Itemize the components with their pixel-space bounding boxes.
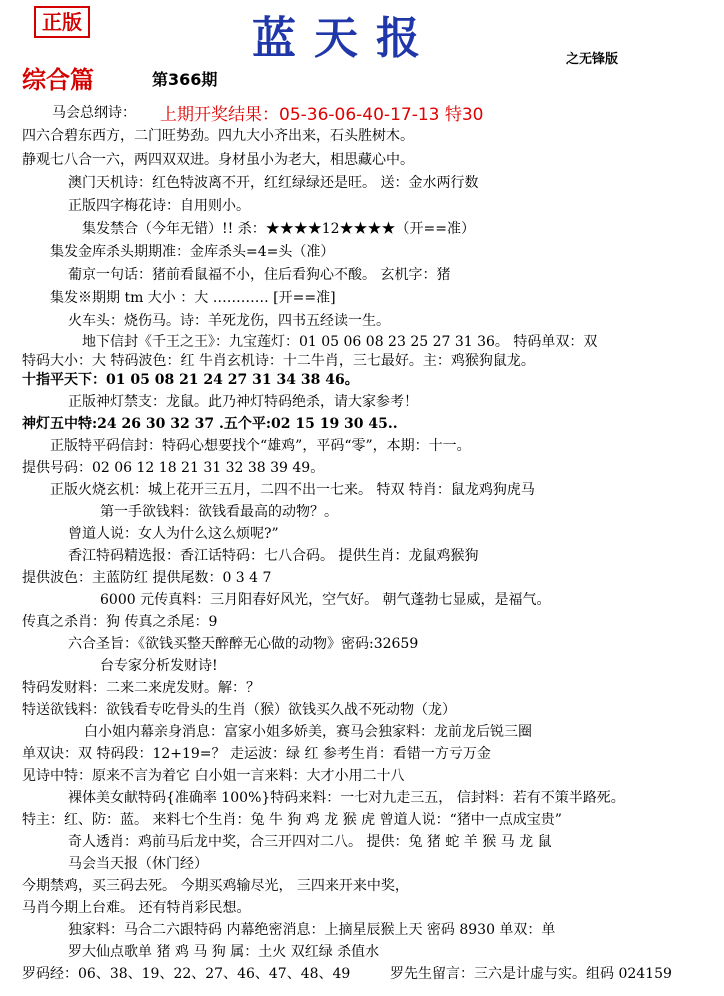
text-line: 特码发财料：二来二来虎发财。解：？ xyxy=(22,680,260,696)
text-line: 马会当天报（休门经） xyxy=(68,856,208,872)
text-line: 曾道人说：女人为什么这么烦呢?” xyxy=(68,526,279,542)
text-line: 第一手欲钱料：欲钱看最高的动物？。 xyxy=(100,504,338,520)
text-line: 正版火烧玄机：城上花开三五月，二四不出一七来。 特双 特肖：鼠龙鸡狗虎马 xyxy=(50,482,535,498)
text-line: 四六合碧东西方，二门旺势劲。四九大小齐出来，石头胜树木。 xyxy=(22,128,414,144)
edition-label: 之无锋版 xyxy=(566,52,619,67)
text-line: 今期禁鸡，买三码去死。 今期买鸡输尽光， 三四来开来中奖， xyxy=(22,878,409,894)
issue-number: 第366期 xyxy=(152,70,218,89)
text-line: 特码大小：大 特码波色：红 牛肖玄机诗：十二牛肖，三七最好。主：鸡猴狗鼠龙。 xyxy=(22,353,535,369)
section-title: 综合篇 xyxy=(22,66,94,94)
text-line: 独家料：马合二六跟特码 内幕绝密消息：上摘星辰猴上天 密码 8930 单双：单 xyxy=(68,922,556,938)
text-line: 香江特码精选报：香江话特码：七八合码。 提供生肖：龙鼠鸡猴狗 xyxy=(68,548,479,564)
text-line: 白小姐内幕亲身消息：富家小姐多娇美，赛马会独家料：龙前龙后锐三圈 xyxy=(84,724,532,740)
text-line: 奇人透肖：鸡前马后龙中奖，合三开四对二八。 提供：兔 猪 蛇 羊 猴 马 龙 鼠 xyxy=(68,834,552,850)
text-line: 提供号码：02 06 12 18 21 31 32 38 39 49。 xyxy=(22,460,325,476)
text-line: 见诗中特：原来不言为着它 白小姐一言来料：大才小用二十八 xyxy=(22,768,405,784)
text-line: 火车头：烧伤马。诗：羊死龙伤，四书五经读一生。 xyxy=(68,313,390,329)
text-line: 六合圣旨：《欲钱买整天醉醉无心做的动物》密码:32659 xyxy=(68,636,419,652)
text-line: 十指平天下：01 05 08 21 24 27 31 34 38 46。 xyxy=(22,372,359,388)
text-line: 正版特平码信封：特码心想要找个“雄鸡”，平码“零”，本期：十一。 xyxy=(50,438,471,454)
text-line: 集发金库杀头期期准：金库杀头=4=头（准） xyxy=(50,244,335,260)
text-line: 传真之杀肖：狗 传真之杀尾：9 xyxy=(22,614,218,630)
text-line: 地下信封《千王之王》：九宝莲灯：01 05 06 08 23 25 27 31 36。 特码单双：双 xyxy=(82,334,598,350)
text-line: 罗大仙点歌单 猪 鸡 马 狗 属：土火 双红绿 杀值水 xyxy=(68,944,380,960)
text-line: 集发※期期 tm 大小 ：大 ………… [开==准] xyxy=(50,290,336,306)
text-line: 提供波色：主蓝防红 提供尾数：0 3 4 7 xyxy=(22,570,272,586)
text-line: 罗码经：06、38、19、22、27、46、47、48、49 xyxy=(22,966,351,982)
badge-zhengban: 正版 xyxy=(34,6,90,38)
text-line: 静观七八合一六，两四双双进。身材虽小为老大，相思藏心中。 xyxy=(22,152,414,168)
text-line: 神灯五中特:24 26 30 32 37 .五个平:02 15 19 30 45.. xyxy=(22,416,398,432)
last-draw-result: 上期开奖结果：05-36-06-40-17-13 特30 xyxy=(160,105,484,125)
text-line: 6000 元传真料：三月阳春好风光，空气好。 朝气蓬勃七显威，是福气。 xyxy=(100,592,551,608)
text-line: 正版四字梅花诗：自用则小。 xyxy=(68,198,250,214)
text-line: 裸体美女献特码{准确率 100%}特码来料：一七对九走三五， 信封料：若有不策半路死。 xyxy=(68,790,625,806)
text-line: 特主：红、防：蓝。 来料七个生肖：兔 牛 狗 鸡 龙 猴 虎 曾道人说：“猪中一点成宝贵” xyxy=(22,812,562,828)
text-line: 集发禁合（今年无错）!! 杀：★★★★12★★★★（开==准） xyxy=(82,221,475,237)
text-line: 澳门天机诗：红色特波离不开，红红绿绿还是旺。 送：金水两行数 xyxy=(68,175,479,191)
text-line: 马肖今期上台难。 还有特肖彩民想。 xyxy=(22,900,251,916)
text-line: 马会总纲诗： xyxy=(52,105,136,121)
text-line: 葡京一句话：猪前看鼠福不小，住后看狗心不酸。 玄机字：猪 xyxy=(68,267,451,283)
text-line: 正版神灯禁支：龙鼠。此乃神灯特码绝杀，请大家参考！ xyxy=(68,394,418,410)
page-title: 蓝天报 xyxy=(252,13,438,64)
text-line: 台专家分析发财诗! xyxy=(100,658,218,674)
text-line: 罗先生留言：三六是计虚与实。组码 024159 xyxy=(390,966,672,982)
text-line: 特送欲钱料：欲钱看专吃骨头的生肖（猴）欲钱买久战不死动物（龙） xyxy=(22,702,456,718)
text-line: 单双诀：双 特码段：12+19=？ 走运波：绿 红 参考生肖：看错一方亏万金 xyxy=(22,746,491,762)
